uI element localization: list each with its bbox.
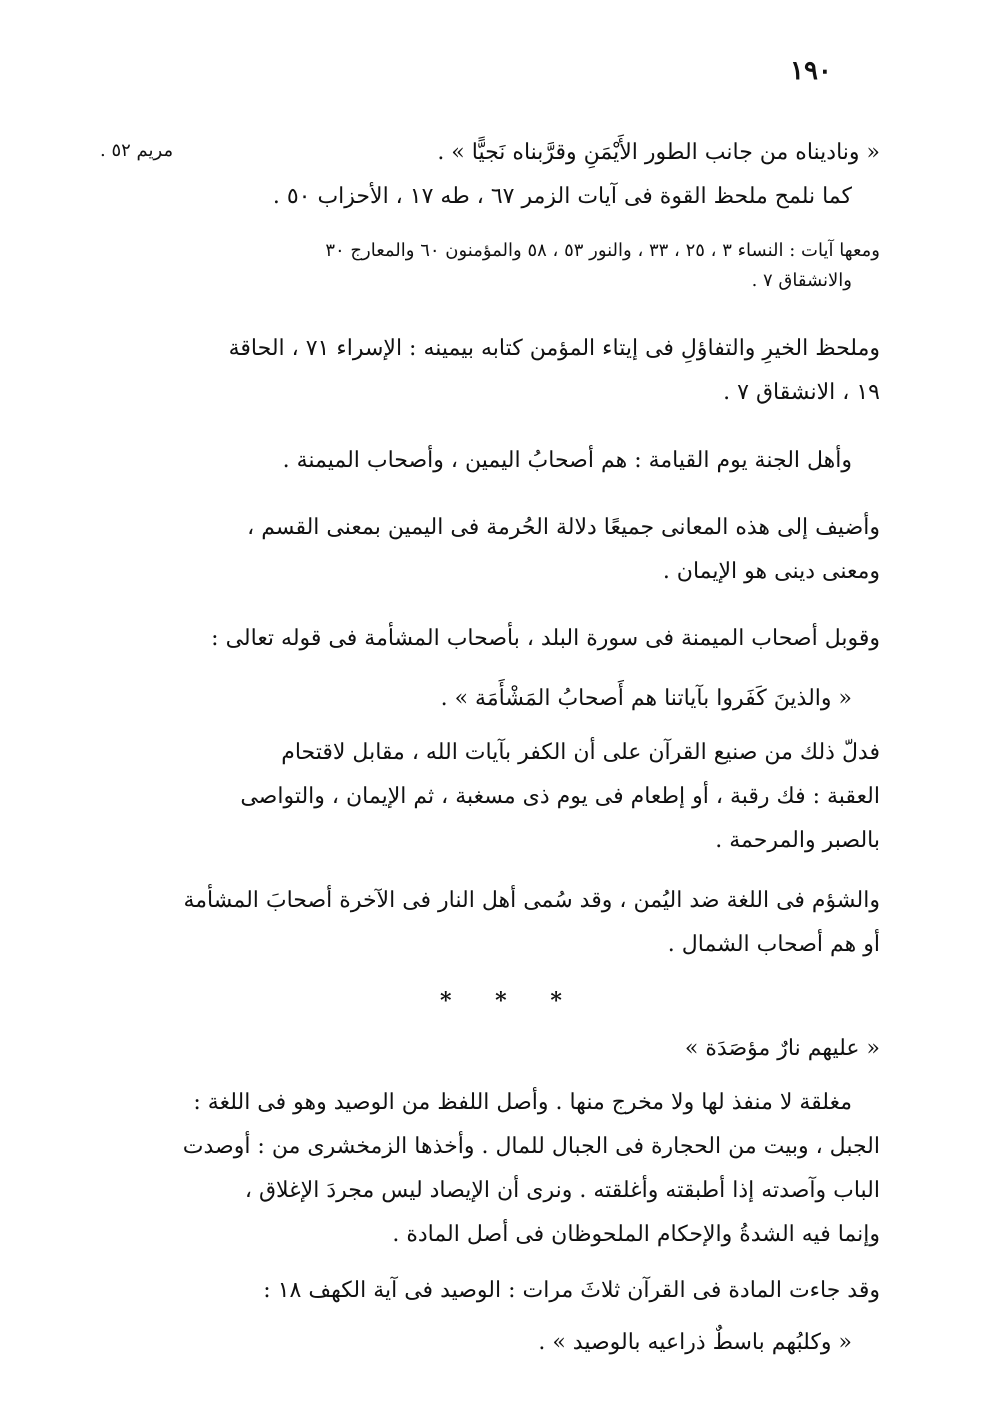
quran-verse: « وكلبُهم باسطٌ ذراعيه بالوصيد » . bbox=[538, 1330, 852, 1355]
paragraph-line: ومعها آيات : النساء ٣ ، ٢٥ ، ٣٣ ، والنور ٥٣ ، ٥٨ والمؤمنون ٦٠ والمعارج ٣٠ bbox=[325, 240, 880, 261]
paragraph-line: والانشقاق ٧ . bbox=[751, 270, 852, 291]
paragraph-line: والشؤم فى اللغة ضد اليُمن ، وقد سُمى أهل النار فى الآخرة أصحابَ المشأمة bbox=[183, 888, 880, 913]
paragraph-line: أو هم أصحاب الشمال . bbox=[667, 932, 880, 957]
verse-citation: مريم ٥٢ . bbox=[100, 140, 174, 161]
paragraph-line: وأضيف إلى هذه المعانى جميعًا دلالة الحُرمة فى اليمين بمعنى القسم ، bbox=[247, 515, 880, 540]
verse-maryam-line bbox=[100, 140, 880, 166]
paragraph-line: فدلّ ذلك من صنيع القرآن على أن الكفر بآيات الله ، مقابل لاقتحام bbox=[281, 740, 880, 765]
paragraph-line: الباب وآصدته إذا أطبقته وأغلقته . ونرى أن الإيصاد ليس مجردَ الإغلاق ، bbox=[244, 1178, 880, 1203]
paragraph-line: العقبة : فك رقبة ، أو إطعام فى يوم ذى مسغبة ، ثم الإيمان ، والتواصى bbox=[240, 784, 880, 809]
quran-verse: « وناديناه من جانب الطور الأَيْمَنِ وقرَّبناه نَجيًّا » . bbox=[437, 140, 880, 165]
paragraph-line: وقد جاءت المادة فى القرآن ثلاثَ مرات : الوصيد فى آية الكهف ١٨ : bbox=[263, 1278, 880, 1303]
paragraph-line: ومعنى دينى هو الإيمان . bbox=[662, 559, 880, 584]
paragraph-line: ١٩ ، الانشقاق ٧ . bbox=[723, 380, 880, 405]
page-number: ١٩٠ bbox=[790, 56, 832, 86]
paragraph-line: وإنما فيه الشدةُ والإحكام الملحوظان فى أصل المادة . bbox=[392, 1222, 880, 1247]
quran-verse: « عليهم نارٌ مؤصَدَة » bbox=[684, 1036, 880, 1061]
paragraph-line: كما نلمح ملحظ القوة فى آيات الزمر ٦٧ ، طه ١٧ ، الأحزاب ٥٠ . bbox=[272, 184, 852, 209]
paragraph-line: بالصبر والمرحمة . bbox=[715, 828, 880, 853]
paragraph-line: وقوبل أصحاب الميمنة فى سورة البلد ، بأصحاب المشأمة فى قوله تعالى : bbox=[211, 626, 880, 651]
quran-verse: « والذينَ كَفَروا بآياتنا هم أَصحابُ المَشْأَمَة » . bbox=[440, 686, 852, 711]
paragraph-line: الجبل ، وبيت من الحجارة فى الجبال للمال . وأخذها الزمخشرى من : أوصدت bbox=[182, 1134, 880, 1159]
section-separator: * * * bbox=[440, 988, 580, 1014]
paragraph-line: مغلقة لا منفذ لها ولا مخرج منها . وأصل اللفظ من الوصيد وهو فى اللغة : bbox=[193, 1090, 852, 1115]
paragraph-line: وملحظ الخيرِ والتفاؤلِ فى إيتاء المؤمن كتابه بيمينه : الإسراء ٧١ ، الحاقة bbox=[228, 336, 880, 361]
paragraph-line: وأهل الجنة يوم القيامة : هم أصحابُ اليمين ، وأصحاب الميمنة . bbox=[282, 448, 852, 473]
